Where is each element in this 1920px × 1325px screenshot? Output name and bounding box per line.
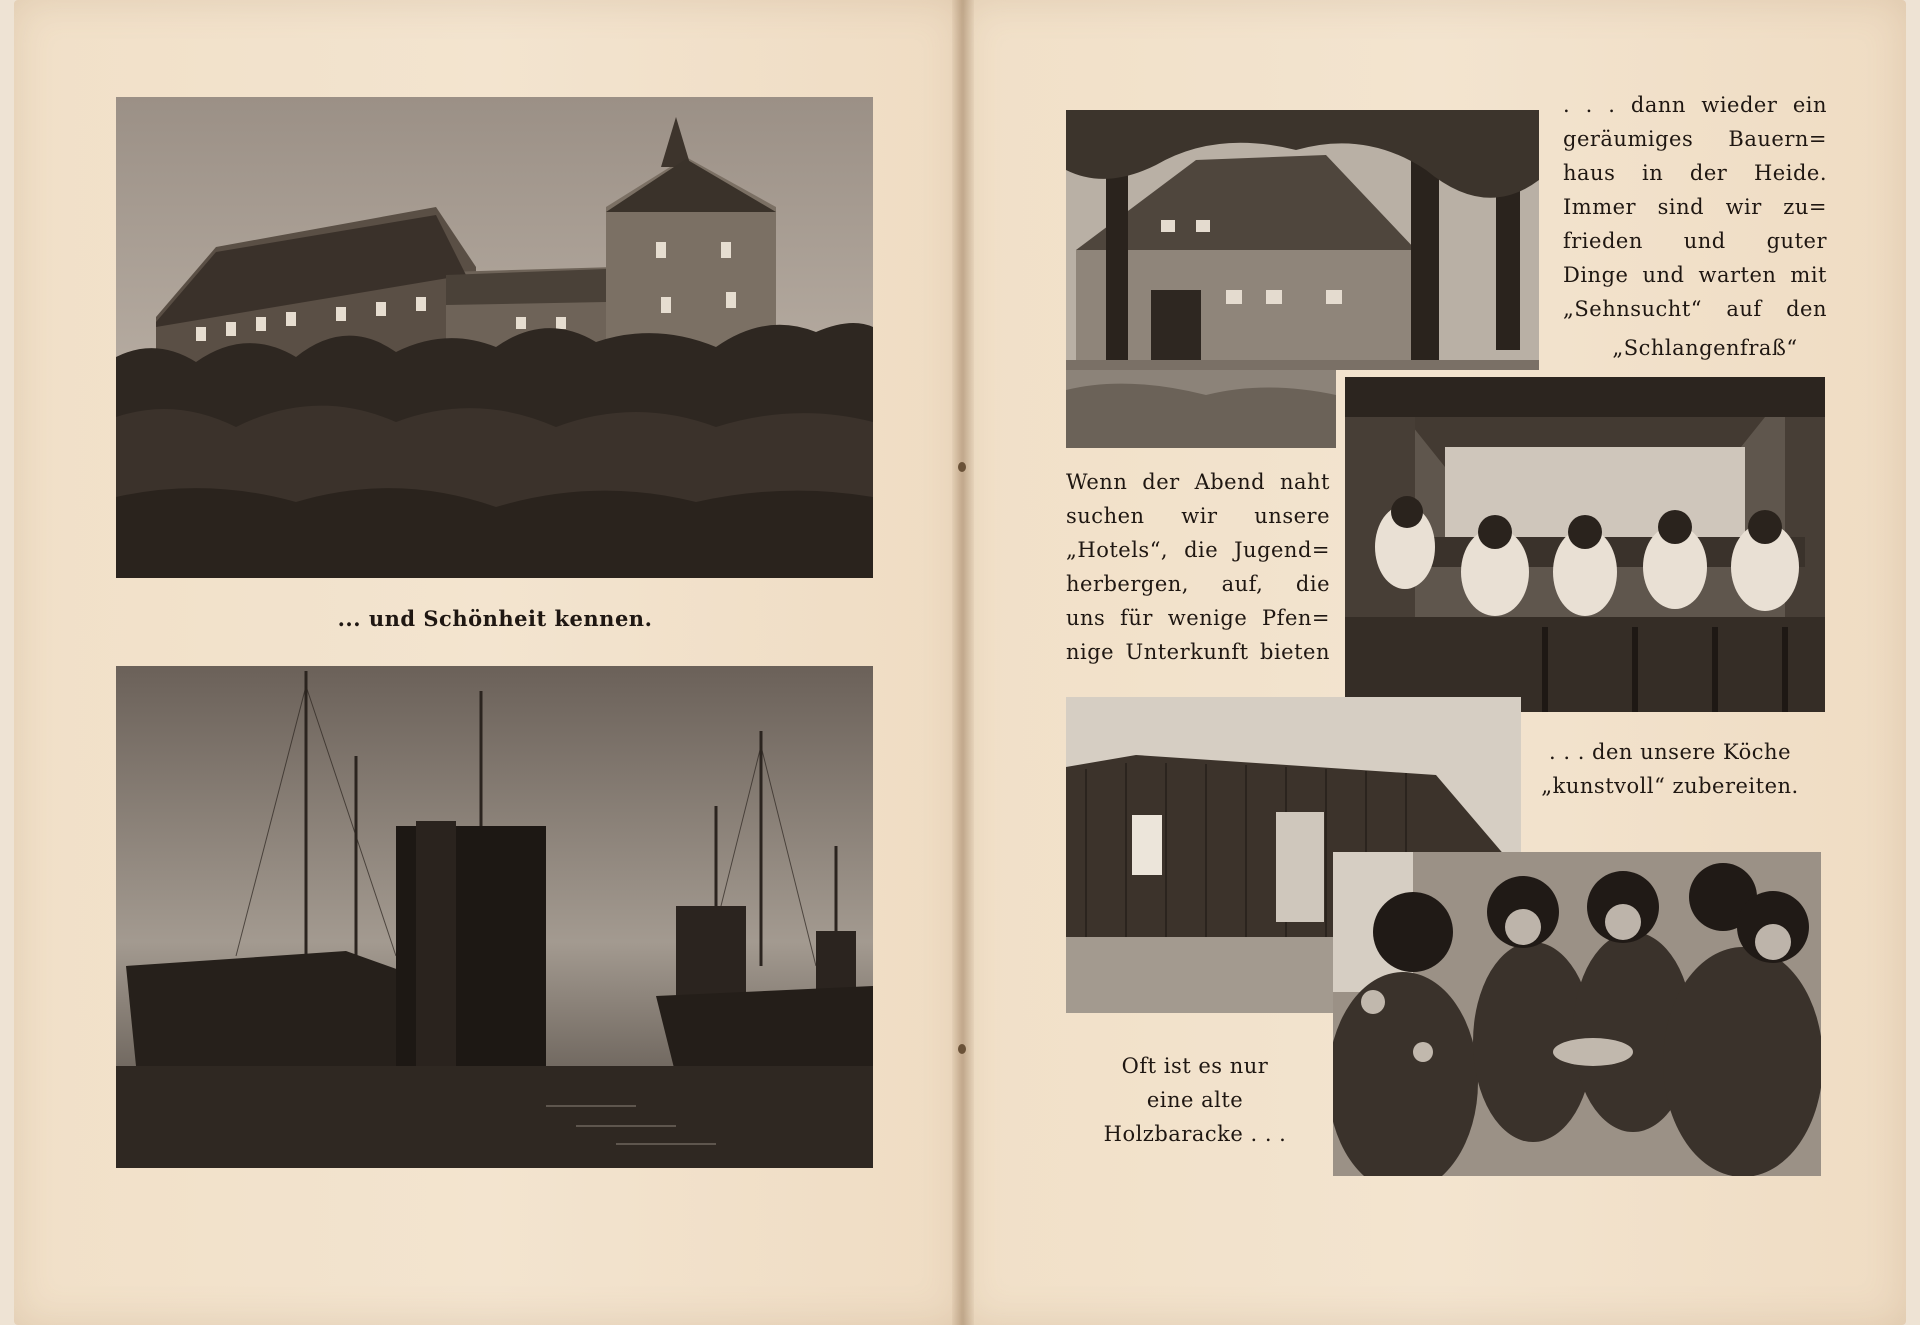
farmhouse-photo-lawn bbox=[1066, 370, 1336, 448]
caption-hostel: Wenn der Abend naht suchen wir unsere „Hotels“, die Jugend= herbergen, auf, die uns für wenige Pfen= nige Unterkunft bieten bbox=[1066, 470, 1330, 664]
caption-barrack: Oft ist es nur eine alte Holzbaracke . . . bbox=[1103, 1054, 1287, 1146]
hostel-dining-photo bbox=[1345, 377, 1825, 712]
boys-group-photo bbox=[1333, 852, 1821, 1176]
caption-beauty: ... und Schönheit kennen. bbox=[337, 606, 653, 631]
harbor-photo bbox=[116, 666, 873, 1168]
farmhouse-photo bbox=[1066, 110, 1539, 370]
castle-photo bbox=[116, 97, 873, 578]
book-gutter bbox=[952, 0, 974, 1325]
caption-farmhouse-end: „Schlangenfraß“ bbox=[1612, 336, 1798, 360]
staple bbox=[958, 1044, 966, 1054]
staple bbox=[958, 462, 966, 472]
caption-farmhouse: . . . dann wieder ein geräumiges Bauern= haus in der Heide. Immer sind wir zu= frieden und guter Dinge und warten mit „Sehnsucht“ auf den bbox=[1563, 93, 1827, 321]
caption-cooks: . . . den unsere Köche „kunstvoll“ zubereiten. bbox=[1541, 740, 1799, 798]
